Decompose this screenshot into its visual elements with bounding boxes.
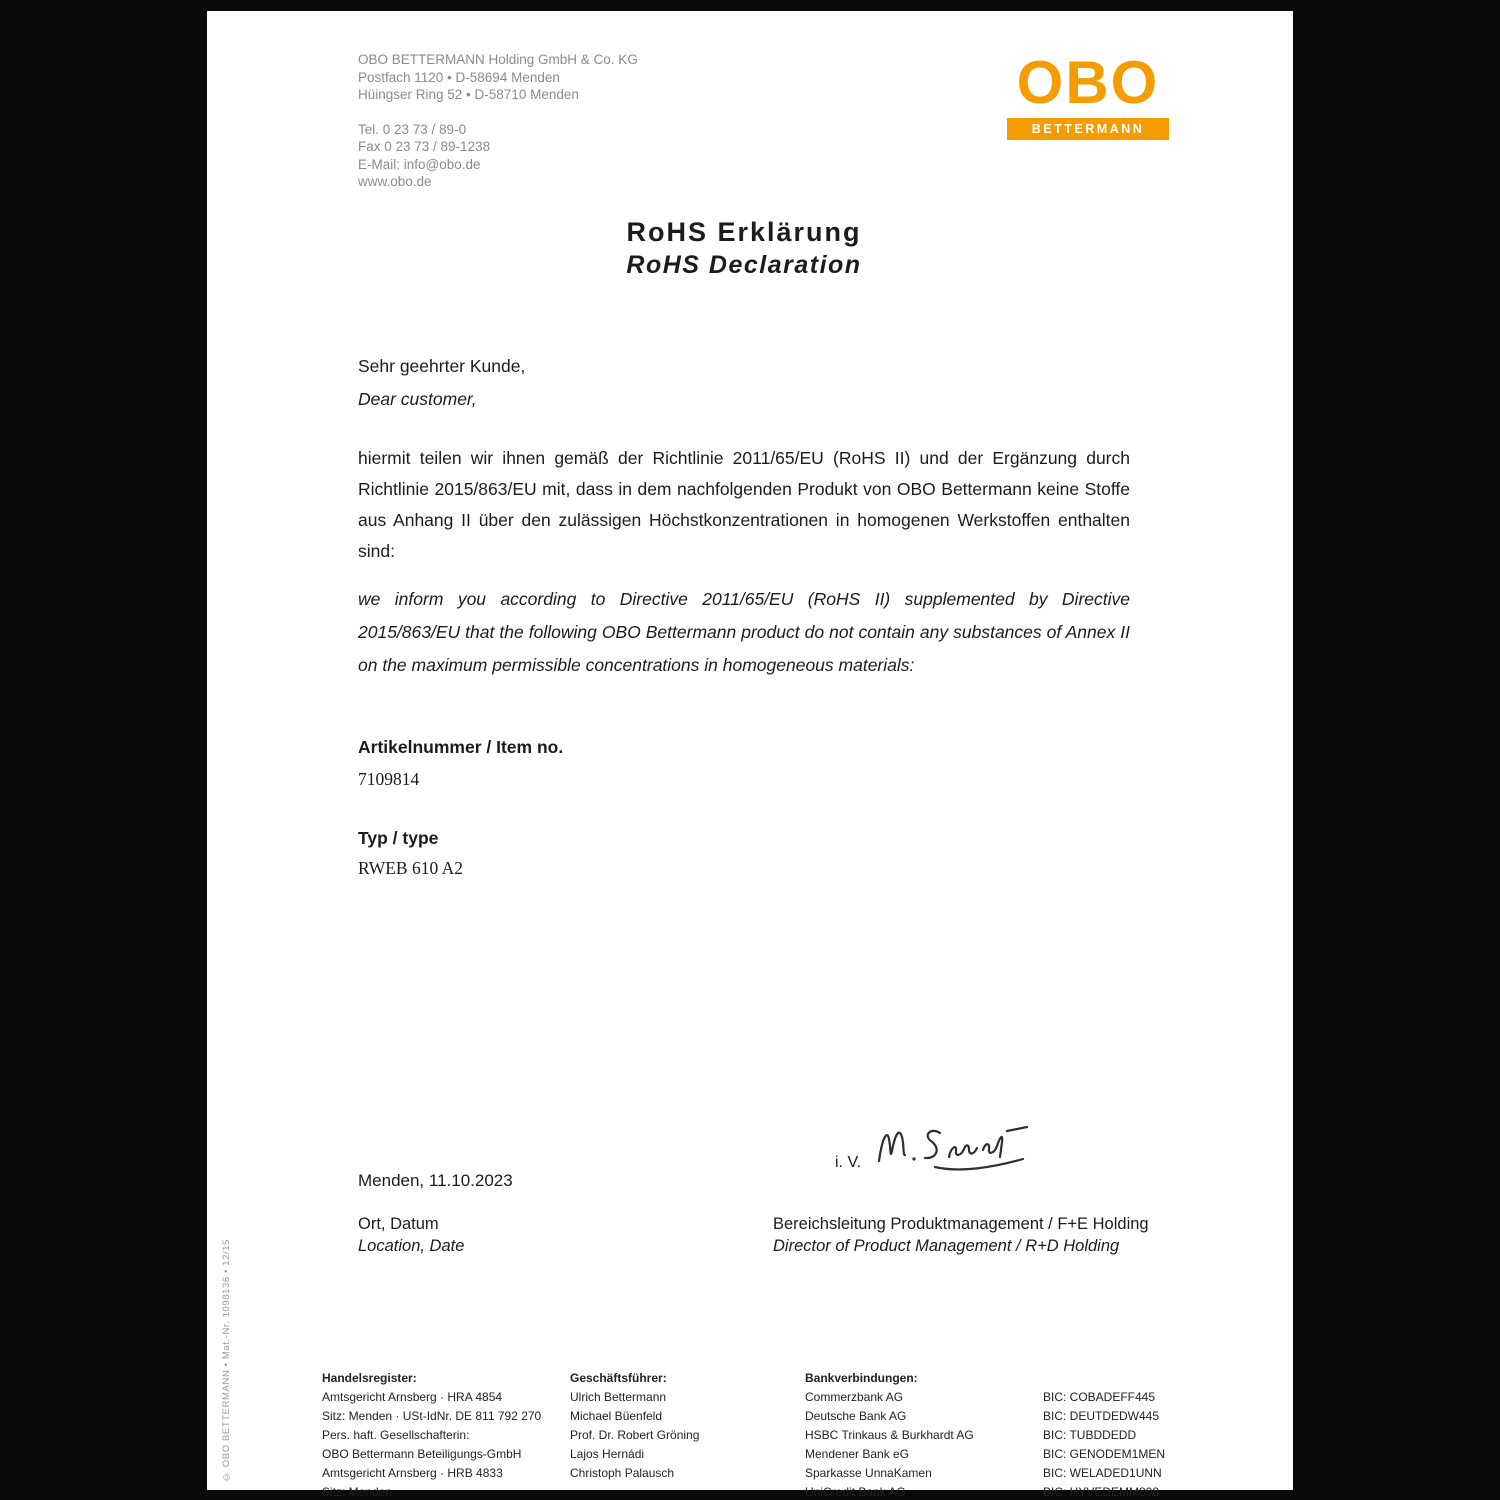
footer-register-line: OBO Bettermann Beteiligungs-GmbH	[322, 1447, 522, 1461]
salutation-english: Dear customer,	[358, 389, 477, 409]
footer-register-line: Amtsgericht Arnsberg · HRB 4833	[322, 1466, 503, 1480]
signature-image	[865, 1109, 1045, 1184]
footer-banks-title: Bankverbindungen:	[805, 1371, 918, 1385]
title-german: RoHS Erklärung	[626, 217, 862, 247]
sender-fax: Fax 0 23 73 / 89-1238	[358, 139, 491, 154]
footer-management-line: Ulrich Bettermann	[570, 1390, 667, 1404]
footer-register-column	[322, 1369, 541, 1500]
footer-management-line: Lajos Hernádi	[570, 1447, 645, 1461]
footer-register-line: Sitz: Menden	[322, 1485, 393, 1499]
place-date: Menden, 11.10.2023	[358, 1171, 513, 1190]
type-label: Typ / type	[358, 828, 439, 848]
obo-logo-text: OBO	[1016, 49, 1160, 116]
sender-postbox: Postfach 1120 • D-58694 Menden	[358, 69, 560, 85]
obo-logo-bar	[1007, 118, 1169, 140]
bank-name: Deutsche Bank AG	[805, 1409, 907, 1423]
document-page	[207, 11, 1293, 1499]
bank-bic: BIC: DEUTDEDW445	[1043, 1409, 1160, 1423]
bank-bic: BIC: COBADEFF445	[1043, 1390, 1156, 1404]
signer-role-german: Bereichsleitung Produktmanagement / F+E Holding	[773, 1215, 1149, 1233]
signer-role-english: Director of Product Management / R+D Holding	[773, 1237, 1120, 1255]
title-english: RoHS Declaration	[626, 251, 862, 279]
footer-register-line: Amtsgericht Arnsberg · HRA 4854	[322, 1390, 503, 1404]
footer-management-title: Geschäftsführer:	[570, 1371, 667, 1385]
bank-row	[805, 1464, 1265, 1483]
footer-management-line: Michael Büenfeld	[570, 1409, 663, 1423]
sender-email: E-Mail: info@obo.de	[358, 156, 481, 172]
footer-register-line: Sitz: Menden · USt-IdNr. DE 811 792 270	[322, 1409, 542, 1423]
place-date-label-english: Location, Date	[358, 1237, 465, 1255]
bank-row	[805, 1426, 1265, 1445]
footer-register-line: Pers. haft. Gesellschafterin:	[322, 1428, 470, 1442]
place-date-label-german: Ort, Datum	[358, 1215, 439, 1233]
sender-company: OBO BETTERMANN Holding GmbH & Co. KG	[358, 52, 638, 67]
side-material-number: © OBO BETTERMANN • Mat.-Nr. 1098136 • 12/15	[221, 1238, 232, 1482]
bank-bic: BIC: WELADED1UNN	[1043, 1466, 1162, 1480]
footer-management-line: Christoph Palausch	[570, 1466, 675, 1480]
bank-name: Mendener Bank eG	[805, 1447, 910, 1461]
bank-bic: BIC: GENODEM1MEN	[1043, 1447, 1166, 1461]
body-paragraph-german: hiermit teilen wir ihnen gemäß der Richtlinie 2011/65/EU (RoHS II) und der Ergänzung durch Richtlinie 2015/863/EU mit, dass in dem nachfolgenden Produkt von OBO Bettermann keine Stoffe aus Anhang II über den zulässigen Höchstkonzentrationen in homogenen Werkstoffen enthalten sind:	[358, 448, 1130, 561]
sender-tel: Tel. 0 23 73 / 89-0	[358, 121, 467, 137]
bank-bic: BIC: HYVEDEMM808	[1043, 1485, 1160, 1499]
item-number-value: 7109814	[358, 769, 420, 789]
bank-name: Sparkasse UnnaKamen	[805, 1466, 932, 1480]
footer-banks-column	[805, 1369, 1265, 1500]
bank-name: UniCredit Bank AG	[805, 1485, 906, 1499]
signature-prefix: i. V.	[835, 1154, 862, 1171]
bank-row	[805, 1483, 1265, 1500]
bank-name: HSBC Trinkaus & Burkhardt AG	[805, 1428, 974, 1442]
footer-register-title: Handelsregister:	[322, 1371, 417, 1385]
footer-management-line: Prof. Dr. Robert Gröning	[570, 1428, 700, 1442]
bank-bic: BIC: TUBDDEDD	[1043, 1428, 1137, 1442]
bank-row	[805, 1388, 1265, 1407]
sender-web: www.obo.de	[358, 174, 432, 189]
salutation-german: Sehr geehrter Kunde,	[358, 356, 526, 376]
bank-name: Commerzbank AG	[805, 1390, 904, 1404]
body-paragraph-english: we inform you according to Directive 2011/65/EU (RoHS II) supplemented by Directive 2015/863/EU that the following OBO Bettermann product do not contain any substances of Annex II on the maximum permissible concentrations in homogeneous materials:	[358, 589, 1130, 675]
bank-row	[805, 1445, 1265, 1464]
obo-logo	[1007, 49, 1169, 140]
sender-street: Hüingser Ring 52 • D-58710 Menden	[358, 87, 579, 102]
type-value: RWEB 610 A2	[358, 858, 464, 878]
footer-management-column	[570, 1369, 699, 1483]
obo-logo-subtext: BETTERMANN	[1031, 122, 1145, 136]
item-number-label: Artikelnummer / Item no.	[358, 737, 564, 757]
sender-address-block	[358, 51, 638, 191]
bank-row	[805, 1407, 1265, 1426]
